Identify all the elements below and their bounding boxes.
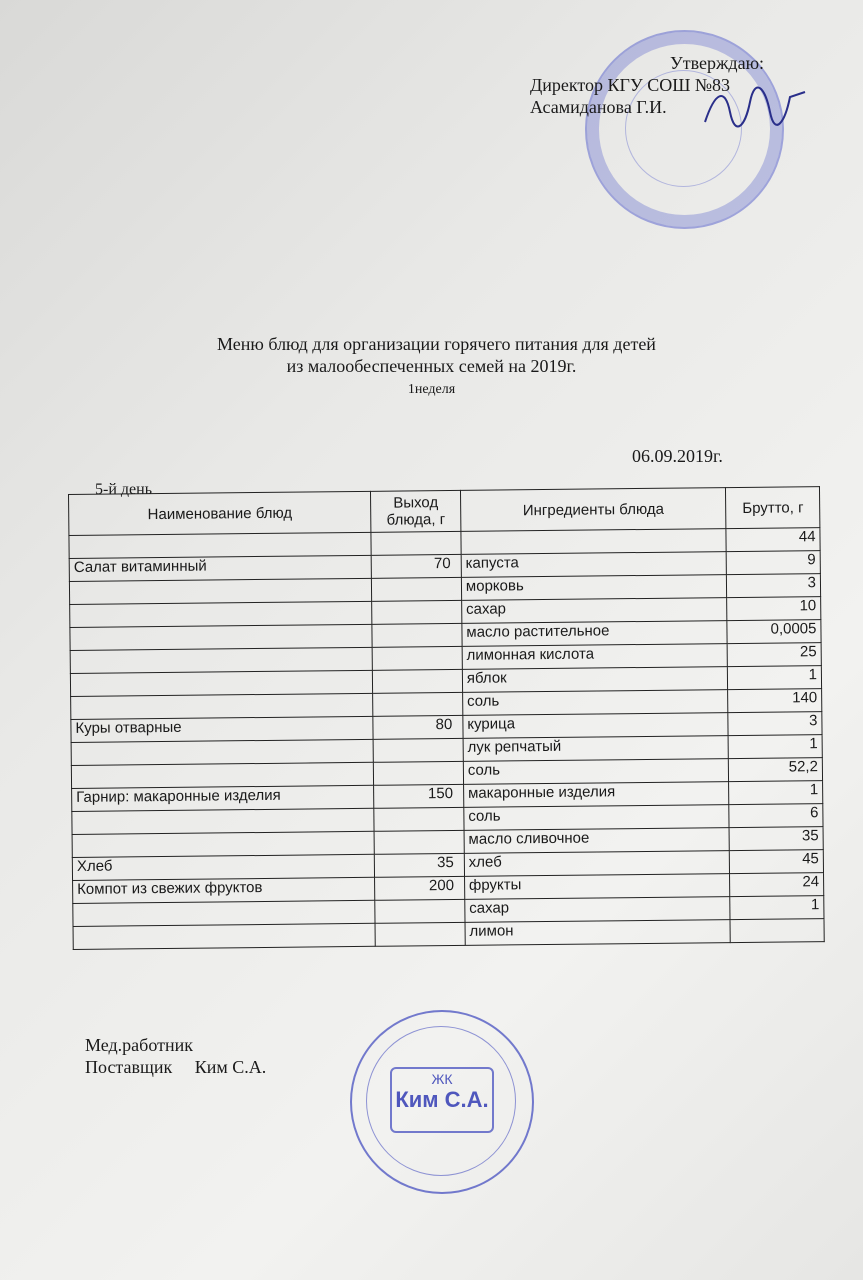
header-dish: Наименование блюд: [69, 491, 372, 535]
cell-ingredient: курица: [463, 713, 729, 739]
cell-gross: 3: [728, 712, 822, 736]
cell-dish: [71, 693, 374, 719]
cell-dish: [70, 624, 373, 650]
header-yield: Выход блюда, г: [371, 490, 461, 532]
menu-table: [68, 486, 825, 950]
cell-yield: [374, 761, 464, 785]
cell-dish: [70, 601, 373, 627]
supplier-seal-stamp: [350, 1010, 534, 1194]
cell-yield: [375, 899, 465, 923]
cell-yield: [373, 692, 463, 716]
cell-dish: Гарнир: макаронные изделия: [72, 785, 375, 811]
cell-ingredient: масло растительное: [462, 621, 728, 647]
cell-gross: [730, 919, 824, 943]
cell-yield: 35: [375, 853, 465, 877]
cell-yield: [371, 531, 461, 555]
supplier-label: Поставщик: [85, 1057, 173, 1077]
cell-yield: [372, 577, 462, 601]
cell-ingredient: лук репчатый: [463, 736, 729, 762]
director-name: Асамиданова Г.И.: [530, 97, 667, 117]
cell-ingredient: капуста: [461, 552, 727, 578]
heading-line-1: Меню блюд для организации горячего питания для детей: [217, 334, 656, 354]
cell-ingredient: соль: [463, 759, 729, 785]
cell-yield: [373, 669, 463, 693]
header-ingredients: Ингредиенты блюда: [460, 488, 726, 532]
cell-ingredient: [461, 529, 727, 555]
cell-ingredient: соль: [462, 690, 728, 716]
cell-gross: 35: [730, 827, 824, 851]
cell-ingredient: яблок: [462, 667, 728, 693]
cell-ingredient: масло сливочное: [464, 828, 730, 854]
cell-ingredient: лимон: [465, 920, 731, 946]
cell-dish: [71, 739, 374, 765]
header-gross: Брутто, г: [726, 487, 820, 529]
cell-dish: [72, 808, 375, 834]
cell-gross: 3: [727, 574, 821, 598]
cell-yield: 80: [373, 715, 463, 739]
cell-dish: [69, 578, 372, 604]
cell-gross: 10: [727, 597, 821, 621]
cell-gross: 1: [729, 781, 823, 805]
cell-dish: [73, 900, 376, 926]
cell-ingredient: соль: [464, 805, 730, 831]
cell-dish: [69, 532, 372, 558]
cell-yield: [373, 738, 463, 762]
cell-dish: [73, 923, 376, 949]
cell-yield: [372, 600, 462, 624]
approval-block: [530, 52, 764, 118]
cell-dish: [70, 670, 373, 696]
cell-dish: [72, 831, 375, 857]
cell-yield: [372, 646, 462, 670]
cell-gross: 24: [730, 873, 824, 897]
supplier-line: [85, 1056, 266, 1078]
table-body: [69, 528, 824, 950]
seal-initials: ЖК: [431, 1071, 453, 1087]
cell-yield: [374, 830, 464, 854]
cell-yield: 70: [371, 554, 461, 578]
cell-gross: 140: [728, 689, 822, 713]
cell-yield: [372, 623, 462, 647]
cell-gross: 1: [728, 666, 822, 690]
cell-yield: [375, 922, 465, 946]
cell-yield: 150: [374, 784, 464, 808]
cell-yield: [374, 807, 464, 831]
approve-label: Утверждаю:: [670, 53, 765, 73]
cell-ingredient: морковь: [461, 575, 727, 601]
cell-ingredient: хлеб: [464, 851, 730, 877]
director-line: Директор КГУ СОШ №83: [530, 75, 731, 95]
cell-dish: Хлеб: [72, 854, 375, 880]
cell-gross: 1: [730, 896, 824, 920]
cell-gross: 52,2: [729, 758, 823, 782]
cell-gross: 9: [727, 551, 821, 575]
cell-gross: 1: [729, 735, 823, 759]
cell-dish: Компот из свежих фруктов: [73, 877, 376, 903]
cell-dish: Салат витаминный: [69, 555, 372, 581]
week-label: 1неделя: [407, 382, 456, 397]
cell-dish: [70, 647, 373, 673]
cell-ingredient: лимонная кислота: [462, 644, 728, 670]
day-label: 5-й день: [95, 481, 152, 498]
cell-gross: 25: [728, 643, 822, 667]
cell-gross: 45: [730, 850, 824, 874]
cell-gross: 6: [729, 804, 823, 828]
cell-gross: 0,0005: [727, 620, 821, 644]
supplier-seal-core: [390, 1067, 494, 1133]
cell-gross: 44: [726, 528, 820, 552]
cell-dish: Куры отварные: [71, 716, 374, 742]
menu-heading: [0, 333, 863, 401]
cell-ingredient: сахар: [465, 897, 731, 923]
cell-ingredient: сахар: [462, 598, 728, 624]
seal-name: Ким С.А.: [395, 1087, 489, 1112]
cell-yield: 200: [375, 876, 465, 900]
cell-ingredient: макаронные изделия: [463, 782, 729, 808]
heading-line-2: из малообеспеченных семей на 2019г.: [286, 356, 577, 376]
supplier-name: Ким С.А.: [194, 1057, 267, 1077]
cell-ingredient: фрукты: [464, 874, 730, 900]
med-worker-label: Мед.работник: [85, 1035, 193, 1055]
cell-dish: [71, 762, 374, 788]
signatures-block: [85, 1034, 266, 1078]
menu-date: 06.09.2019г.: [632, 446, 723, 466]
